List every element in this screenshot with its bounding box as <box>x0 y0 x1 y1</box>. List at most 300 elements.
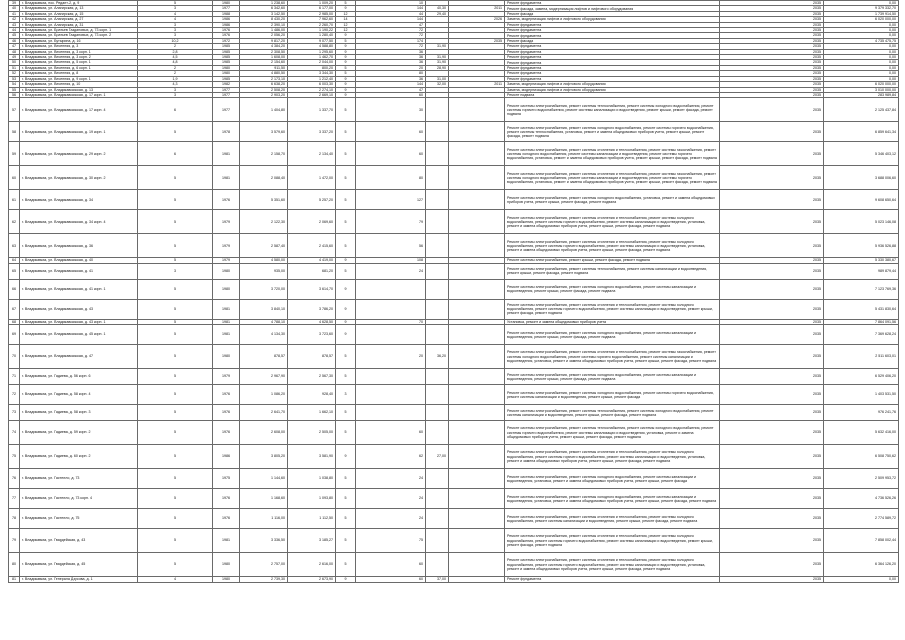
cell-yr: 2035 <box>720 92 824 97</box>
cell-cost: 0,00 <box>824 44 899 49</box>
cell-a2: 4 419,00 <box>288 258 336 263</box>
cell-fin <box>449 299 505 319</box>
cell-cost: 0,00 <box>824 1 899 6</box>
cell-cost: 4 736 526,26 <box>824 489 899 509</box>
cell-ent: 60 <box>356 122 426 142</box>
cell-addr: г. Владикавказ, ул. Весенняя, д. 6 корп. 1 <box>20 65 138 70</box>
cell-cost: 283 989,84 <box>824 92 899 97</box>
cell-work: Ремонт фундамента <box>505 49 720 54</box>
cell-fin <box>449 577 505 582</box>
cell-fl: 5 <box>336 98 356 122</box>
cell-cls: 2,8 <box>138 49 213 54</box>
cell-a1: 1 404,80 <box>240 98 288 122</box>
cell-ent <box>356 405 426 421</box>
cell-cost: 5 936 526,88 <box>824 234 899 258</box>
cell-a2: 4 628,50 <box>288 319 336 324</box>
cell-work: Ремонт системы электроснабжения, ремонт системы холодного водоснабжения, ремонт системы канализации и водоотведения, ремонт крыши, ремонт фасада, ремонт подвала <box>505 325 720 345</box>
cell-ent: 36 <box>356 49 426 54</box>
cell-a1: 1 608,00 <box>240 55 288 60</box>
cell-cost: 0,00 <box>824 71 899 76</box>
cell-fin <box>449 445 505 469</box>
program-table-sheet <box>8 0 898 582</box>
cell-cls: 5 <box>138 325 213 345</box>
cell-work: Ремонт фундамента <box>505 33 720 38</box>
cell-cls: 5 <box>138 489 213 509</box>
cell-addr: г. Владикавказ, ул. Владикавказская, д. 43 <box>20 299 138 319</box>
cell-work: Замена, модернизация лифтов и лифтового оборудования <box>505 17 720 22</box>
cell-addr: г. Владикавказ, ул. Владикавказская, д. 34 корп. 4 <box>20 210 138 234</box>
cell-work: Ремонт системы электроснабжения, ремонт системы отопления и теплоснабжения, ремонт системы газоснабжения, ремонт системы холодного водоснабжения, ремонт системы канализации и водоотведения, ремонт системы горячего водоснабжения, установка, ремонт и замена общедомовых приборов учета, ремонт крыши, ремонт фасада, ремонт подвала <box>505 166 720 190</box>
cell-year: 1981 <box>213 166 240 190</box>
cell-cost: 989 879,44 <box>824 263 899 279</box>
cell-addr: г. Владикавказ, ул. Владикавказская, д. 47 <box>20 345 138 369</box>
cell-addr: г. Владикавказ, ул. Гастелло, д. 73 корп. 4 <box>20 489 138 509</box>
cell-cost: 6 529 406,20 <box>824 369 899 385</box>
table-row <box>9 529 899 553</box>
cell-a1: 2 154,60 <box>240 60 288 65</box>
cell-cost: 6 364 126,20 <box>824 553 899 577</box>
cell-work: Ремонт системы электроснабжения, ремонт системы теплоснабжения, ремонт системы канализации и водоотведения, ремонт крыши, ремонт фасада, ремонт подвала <box>505 263 720 279</box>
cell-a1: 4 880,50 <box>240 71 288 76</box>
cell-fl: 5 <box>336 405 356 421</box>
cell-no: 61 <box>9 190 20 210</box>
cell-ent: 36 <box>356 60 426 65</box>
cell-yr: 2035 <box>720 49 824 54</box>
cell-cls: 5 <box>138 190 213 210</box>
cell-fin <box>449 509 505 529</box>
cell-ap <box>426 529 449 553</box>
cell-addr: г. Владикавказ, ул. Гадиева, д. 59 корп. 2 <box>20 421 138 445</box>
cell-ap: 28,90 <box>426 65 449 70</box>
cell-ap: 36,20 <box>426 345 449 369</box>
cell-yr: 2035 <box>720 509 824 529</box>
cell-a2: 6 003,30 <box>288 82 336 87</box>
cell-fl: 5 <box>336 345 356 369</box>
cell-work: Ремонт системы электроснабжения, ремонт системы холодного водоснабжения, ремонт системы горячего водоснабжения, ремонт системы канализации и водоотведения, ремонт крыши, ремонт фасада <box>505 385 720 405</box>
cell-ent: 144 <box>356 6 426 11</box>
cell-yr: 2035 <box>720 98 824 122</box>
cell-yr: 2035 <box>720 345 824 369</box>
cell-cost: 1 403 531,50 <box>824 385 899 405</box>
cell-a1: 2 757,00 <box>240 553 288 577</box>
cell-a2: 1 662,10 <box>288 405 336 421</box>
cell-ent: 36 <box>356 55 426 60</box>
cell-addr: г. Владикавказ, ул. Владикавказская, д. 45 корп. 1 <box>20 325 138 345</box>
cell-no: 59 <box>9 142 20 166</box>
cell-yr: 2035 <box>720 55 824 60</box>
cell-ent: 60 <box>356 142 426 166</box>
cell-cls: 4 <box>138 577 213 582</box>
cell-yr: 2035 <box>720 65 824 70</box>
cell-yr: 2035 <box>720 6 824 11</box>
cell-fl: 12 <box>336 22 356 27</box>
cell-addr: г. Владикавказ, ул. Гвардейская, д. 43 <box>20 529 138 553</box>
cell-year: 1976 <box>213 489 240 509</box>
cell-yr: 2035 <box>720 405 824 421</box>
cell-work: Ремонт фундамента <box>505 60 720 65</box>
table-row <box>9 345 899 369</box>
cell-year: 1976 <box>213 33 240 38</box>
cell-a1: 2 122,30 <box>240 210 288 234</box>
table-row <box>9 122 899 142</box>
cell-fl: 9 <box>336 60 356 65</box>
cell-a2: 1 009,20 <box>288 1 336 6</box>
cell-fin <box>449 263 505 279</box>
cell-yr: 2035 <box>720 44 824 49</box>
cell-ap <box>426 190 449 210</box>
cell-cls: 2 <box>138 44 213 49</box>
cell-a1: 4 134,30 <box>240 325 288 345</box>
cell-addr: г. Владикавказ, ул. Весенняя, д. 10 <box>20 82 138 87</box>
cell-work: Ремонт фасада <box>505 11 720 16</box>
cell-a2: 1 337,70 <box>288 98 336 122</box>
cell-cls: 6 <box>138 142 213 166</box>
table-row <box>9 369 899 385</box>
cell-no: 71 <box>9 369 20 385</box>
cell-cost: 0,00 <box>824 49 899 54</box>
cell-year: 1976 <box>213 509 240 529</box>
cell-cost: 2 125 437,84 <box>824 98 899 122</box>
cell-cost: 0,00 <box>824 65 899 70</box>
cell-fin <box>449 421 505 445</box>
cell-yr: 2035 <box>720 234 824 258</box>
cell-work: Ремонт системы электроснабжения, ремонт системы отопления и теплоснабжения, ремонт системы холодного водоснабжения, ремонт системы горячего водоснабжения, ремонт системы канализации и водоотведения, ремонт крыши, ремонт фасада, ремонт подвала <box>505 299 720 319</box>
cell-ent: 62 <box>356 445 426 469</box>
cell-cls: 3 <box>138 6 213 11</box>
table-row <box>9 210 899 234</box>
cell-ent: 174 <box>356 38 426 43</box>
cell-cls: 4,3 <box>138 82 213 87</box>
cell-cls: 6 <box>138 98 213 122</box>
cell-work: Ремонт фасада <box>505 38 720 43</box>
cell-yr: 2035 <box>720 445 824 469</box>
cell-a1: 2 158,70 <box>240 142 288 166</box>
cell-no: 47 <box>9 44 20 49</box>
cell-no: 74 <box>9 421 20 445</box>
cell-a2: 3 723,60 <box>288 325 336 345</box>
cell-no: 78 <box>9 509 20 529</box>
cell-yr: 2035 <box>720 263 824 279</box>
cell-a2: 2 415,60 <box>288 234 336 258</box>
cell-ent: 47 <box>356 87 426 92</box>
cell-year: 1981 <box>213 299 240 319</box>
cell-year: 1977 <box>213 92 240 97</box>
cell-work: Ремонт фундамента <box>505 577 720 582</box>
cell-fin <box>449 385 505 405</box>
cell-ent <box>356 299 426 319</box>
cell-year: 1980 <box>213 345 240 369</box>
cell-a1: 3 720,00 <box>240 279 288 299</box>
cell-a2: 2 044,00 <box>288 60 336 65</box>
cell-a1: 878,57 <box>240 345 288 369</box>
cell-cls: 5 <box>138 405 213 421</box>
cell-a1: 1 116,00 <box>240 509 288 529</box>
cell-a2: 878,57 <box>288 345 336 369</box>
table-row <box>9 142 899 166</box>
cell-year: 1988 <box>213 11 240 16</box>
cell-fl: 5 <box>336 210 356 234</box>
cell-a1: 2 967,90 <box>240 369 288 385</box>
cell-fl: 9 <box>336 445 356 469</box>
cell-addr: г. Владикавказ, ул. Алагирская, д. 27 <box>20 17 138 22</box>
cell-work: Ремонт подвала <box>505 92 720 97</box>
cell-cost: 2 509 953,72 <box>824 469 899 489</box>
cell-a1: 8 430,20 <box>240 17 288 22</box>
cell-no: 50 <box>9 60 20 65</box>
cell-year: 1976 <box>213 405 240 421</box>
cell-yr: 2035 <box>720 76 824 81</box>
cell-addr: г. Владикавказ, ул. Весенняя, д. 8 <box>20 71 138 76</box>
table-row <box>9 405 899 421</box>
cell-ap <box>426 369 449 385</box>
cell-fl: 5 <box>336 421 356 445</box>
cell-yr: 2035 <box>720 22 824 27</box>
cell-cost: 0,00 <box>824 60 899 65</box>
cell-fl: 14 <box>336 17 356 22</box>
cell-work: Установка, ремонт и замена общедомовых приборов учета <box>505 319 720 324</box>
cell-work: Ремонт системы электроснабжения, ремонт системы холодного водоснабжения, ремонт системы канализации и водоотведения, установка, ремонт и замена общедомовых приборов учета, ремонт крыши, ремонт фасада, ремонт подвала <box>505 489 720 509</box>
cell-year: 1979 <box>213 258 240 263</box>
cell-cost: 0,00 <box>824 76 899 81</box>
cell-a1: 935,00 <box>240 263 288 279</box>
cell-year: 1986 <box>213 17 240 22</box>
cell-cost: 5 632 416,00 <box>824 421 899 445</box>
cell-addr: г. Владикавказ, ул. Гастелло, д. 73 <box>20 469 138 489</box>
cell-fin <box>449 345 505 369</box>
cell-fl: 9 <box>336 577 356 582</box>
cell-year: 1986 <box>213 22 240 27</box>
capital-repair-table <box>8 0 899 583</box>
cell-fin: 2026 <box>449 17 505 22</box>
cell-addr: г. Владикавказ, ул. Владикавказская, д. 30 корп. 2 <box>20 166 138 190</box>
cell-addr: г. Владикавказ, ул. Гадиева, д. 58 корп. 3 <box>20 405 138 421</box>
cell-a2: 2 673,90 <box>288 577 336 582</box>
cell-fl: 9 <box>336 279 356 299</box>
cell-work: Ремонт системы электроснабжения, ремонт системы отопления и теплоснабжения, ремонт системы газоснабжения, ремонт системы холодного водоснабжения, ремонт системы канализации и водоотведения, ремонт системы горячего водоснабжения, установка, ремонт и замена общедомовых приборов учета, ремонт крыши, ремонт фасада, ремонт подвала <box>505 142 720 166</box>
cell-cls: 5 <box>138 258 213 263</box>
cell-ap: 40,30 <box>426 6 449 11</box>
cell-ent: 47 <box>356 22 426 27</box>
cell-yr: 2035 <box>720 11 824 16</box>
cell-a1: 3 579,60 <box>240 122 288 142</box>
cell-addr: г. Владикавказ, ул. Владикавказская, д. 34 <box>20 190 138 210</box>
cell-fin <box>449 279 505 299</box>
cell-no: 45 <box>9 33 20 38</box>
table-row <box>9 421 899 445</box>
cell-a2: 6 177,00 <box>288 6 336 11</box>
cell-a2: 2 274,10 <box>288 87 336 92</box>
cell-a2: 5 257,20 <box>288 190 336 210</box>
cell-fl: 9 <box>336 325 356 345</box>
cell-year: 1985 <box>213 60 240 65</box>
cell-yr: 2035 <box>720 325 824 345</box>
cell-fl: 9 <box>336 76 356 81</box>
cell-ent: 20 <box>356 345 426 369</box>
cell-cls: 5 <box>138 319 213 324</box>
cell-ent: 56 <box>356 234 426 258</box>
cell-ent: 10 <box>356 1 426 6</box>
cell-addr: г. Владикавказ, ул. Бутырина, д. 16 <box>20 38 138 43</box>
cell-addr: г. Владикавказ, ул. Гадиева, д. 60 корп. 2 <box>20 445 138 469</box>
cell-work: Ремонт фундамента <box>505 71 720 76</box>
cell-cls: 3 <box>138 28 213 33</box>
cell-yr: 2035 <box>720 577 824 582</box>
cell-cls: 4 <box>138 17 213 22</box>
cell-cost: 7 858 002,44 <box>824 529 899 553</box>
cell-ent: 127 <box>356 190 426 210</box>
cell-ap <box>426 142 449 166</box>
cell-ent <box>356 325 426 345</box>
cell-work: Замена, модернизация лифтов и лифтового оборудования <box>505 82 720 87</box>
cell-a2: 2 985,00 <box>288 11 336 16</box>
cell-ap: 32,00 <box>426 82 449 87</box>
cell-cls: 5 <box>138 210 213 234</box>
cell-a2: 3 344,30 <box>288 71 336 76</box>
cell-work: Ремонт системы электроснабжения, ремонт крыши, ремонт фасада, ремонт подвала <box>505 258 720 263</box>
table-row <box>9 469 899 489</box>
cell-cls: 5 <box>138 509 213 529</box>
cell-cost: 2 774 589,72 <box>824 509 899 529</box>
cell-addr: г. Владикавказ, ул. Гадиева, д. 58 корп. 4 <box>20 385 138 405</box>
cell-fl: 9 <box>336 33 356 38</box>
cell-cls: 4,5 <box>138 55 213 60</box>
cell-no: 58 <box>9 122 20 142</box>
cell-a2: 928,40 <box>288 385 336 405</box>
cell-addr: г. Владикавказ, ул. Весенняя, д. 3 корп. 1 <box>20 49 138 54</box>
cell-year: 1985 <box>213 44 240 49</box>
cell-fl: 5 <box>336 234 356 258</box>
cell-a2: 1 190,22 <box>288 28 336 33</box>
cell-year: 1980 <box>213 263 240 279</box>
cell-cost: 5 346 403,12 <box>824 142 899 166</box>
cell-fin <box>449 489 505 509</box>
cell-fl: 5 <box>336 38 356 43</box>
cell-work: Ремонт системы электроснабжения, ремонт системы отопления и теплоснабжения, ремонт системы холодного водоснабжения, ремонт системы горячего водоснабжения, ремонт системы канализации и водоотведения, установка, ремонт и замена общедомовых приборов учета, ремонт крыши, ремонт фасада, ремонт подвала <box>505 445 720 469</box>
cell-no: 52 <box>9 71 20 76</box>
cell-no: 77 <box>9 489 20 509</box>
cell-work: Замена, модернизация лифтов и лифтового оборудования <box>505 87 720 92</box>
cell-ap <box>426 98 449 122</box>
cell-no: 72 <box>9 385 20 405</box>
cell-no: 53 <box>9 76 20 81</box>
cell-work: Ремонт системы электроснабжения, ремонт системы отопления и теплоснабжения, ремонт системы газоснабжения, ремонт системы холодного водоснабжения, ремонт системы горячего водоснабжения, ремонт системы канализации и водоотведения, установка, ремонт и замена общедомовых приборов учета, ремонт крыши, ремонт фасада, ремонт подвала <box>505 345 720 369</box>
cell-yr: 2035 <box>720 190 824 210</box>
cell-addr: г. Владикавказ, ул. Владикавказская, д. 17 корп. 1 <box>20 92 138 97</box>
cell-a2: 1 295,60 <box>288 49 336 54</box>
cell-a1: 2 088,40 <box>240 166 288 190</box>
cell-fl: 5 <box>336 369 356 385</box>
cell-fin: 2011 <box>449 6 505 11</box>
cell-a2: 1 212,40 <box>288 76 336 81</box>
table-row <box>9 190 899 210</box>
cell-a1: 1 144,60 <box>240 469 288 489</box>
cell-no: 39 <box>9 1 20 6</box>
cell-yr: 2035 <box>720 369 824 385</box>
cell-fl: 9 <box>336 87 356 92</box>
table-row <box>9 279 899 299</box>
cell-ent: 75 <box>356 529 426 553</box>
cell-yr: 2035 <box>720 17 824 22</box>
cell-cls: 4,8 <box>138 60 213 65</box>
table-row <box>9 98 899 122</box>
cell-no: 57 <box>9 98 20 122</box>
cell-fl: 12 <box>336 28 356 33</box>
cell-no: 46 <box>9 38 20 43</box>
cell-no: 81 <box>9 577 20 582</box>
cell-year: 1985 <box>213 49 240 54</box>
cell-cost: 9 379 332,70 <box>824 6 899 11</box>
cell-cls: 5 <box>138 529 213 553</box>
cell-no: 42 <box>9 17 20 22</box>
cell-year: 1976 <box>213 28 240 33</box>
cell-a1: 2 587,40 <box>240 234 288 258</box>
cell-fin <box>449 166 505 190</box>
cell-a1: 5 351,60 <box>240 190 288 210</box>
cell-ent <box>356 369 426 385</box>
cell-ap <box>426 469 449 489</box>
cell-a2: 1 472,00 <box>288 166 336 190</box>
cell-addr: г. Владикавказ, ул. Гадиева, д. 56 корп. 6 <box>20 369 138 385</box>
cell-a2: 1 038,80 <box>288 469 336 489</box>
cell-fl: 5 <box>336 263 356 279</box>
cell-ent: 80 <box>356 71 426 76</box>
cell-cls: 5 <box>138 234 213 258</box>
cell-ap <box>426 234 449 258</box>
cell-ent: 24 <box>356 509 426 529</box>
table-row <box>9 263 899 279</box>
cell-ap: 31,90 <box>426 44 449 49</box>
cell-a2: 3 614,70 <box>288 279 336 299</box>
cell-a1: 2 056,20 <box>240 33 288 38</box>
cell-yr: 2035 <box>720 553 824 577</box>
cell-cls: 5 <box>138 421 213 445</box>
cell-a2: 3 337,20 <box>288 122 336 142</box>
cell-a1: 2 173,10 <box>240 76 288 81</box>
cell-cost: 0,00 <box>824 22 899 27</box>
cell-ent: 108 <box>356 258 426 263</box>
cell-ap <box>426 166 449 190</box>
cell-work: Ремонт системы электроснабжения, ремонт системы отопления и теплоснабжения, ремонт системы холодного водоснабжения, ремонт системы канализации и водоотведения, ремонт крыши, ремонт фасада, ремонт подвала <box>505 509 720 529</box>
cell-no: 49 <box>9 55 20 60</box>
cell-work: Ремонт системы электроснабжения, ремонт системы холодного водоснабжения, ремонт системы канализации и водоотведения, ремонт крыши, ремонт фасада, ремонт подвала <box>505 369 720 385</box>
cell-fin <box>449 553 505 577</box>
cell-a1: 6 342,60 <box>240 6 288 11</box>
cell-ent: 70 <box>356 319 426 324</box>
cell-year: 1981 <box>213 529 240 553</box>
cell-a1: 3 840,10 <box>240 299 288 319</box>
cell-ent: 24 <box>356 263 426 279</box>
cell-ap <box>426 325 449 345</box>
cell-no: 68 <box>9 319 20 324</box>
cell-work: Ремонт системы электроснабжения, ремонт системы отопления и теплоснабжения, ремонт системы холодного водоснабжения, ремонт системы горячего водоснабжения, ремонт системы канализации и водоотведения, установка, ремонт и замена общедомовых приборов учета, ремонт крыши, ремонт фасада, ремонт подвала <box>505 234 720 258</box>
cell-year: 1978 <box>213 122 240 142</box>
cell-yr: 2035 <box>720 71 824 76</box>
cell-cls: 5 <box>138 1 213 6</box>
cell-fl: 9 <box>336 319 356 324</box>
cell-no: 69 <box>9 325 20 345</box>
cell-work: Ремонт системы электроснабжения, ремонт системы холодного водоснабжения, установка, ремонт и замена общедомовых приборов учета, ремонт крыши, ремонт фасада, ремонт подвала <box>505 190 720 210</box>
cell-fl: 5 <box>336 509 356 529</box>
cell-year: 1980 <box>213 553 240 577</box>
cell-ent: 24 <box>356 469 426 489</box>
cell-fin <box>449 325 505 345</box>
cell-a2: 1 462,70 <box>288 55 336 60</box>
cell-addr: г. Владикавказ, ул. Владикавказская, д. 29 корп. 2 <box>20 142 138 166</box>
cell-ap: 37,00 <box>426 577 449 582</box>
cell-work: Ремонт фундамента <box>505 28 720 33</box>
cell-ap <box>426 385 449 405</box>
cell-ent: 144 <box>356 82 426 87</box>
